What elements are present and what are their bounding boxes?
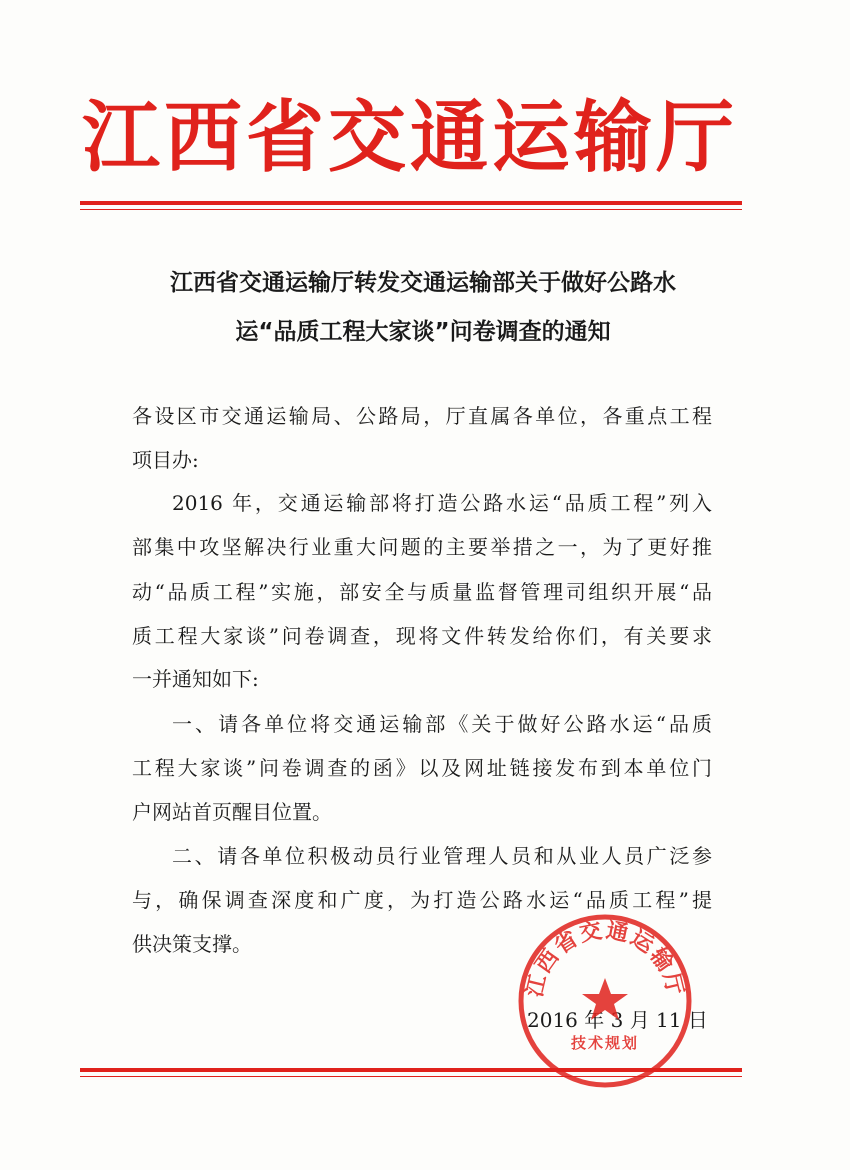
footer-rule-thick xyxy=(80,1068,742,1072)
paragraph-3-line-3: 供决策支撑。 xyxy=(132,932,252,956)
notice-title-line-1: 江西省交通运输厅转发交通运输部关于做好公路水 xyxy=(170,270,676,296)
svg-text:江西省交通运输厅: 江西省交通运输厅 xyxy=(521,917,689,1000)
svg-text:技术规划: 技术规划 xyxy=(570,1034,640,1052)
paragraph-2-line-1: 一、请各单位将交通运输部《关于做好公路水运“品质 xyxy=(172,712,712,736)
paragraph-3-line-2: 与，确保调查深度和广度，为打造公路水运“品质工程”提 xyxy=(132,888,712,912)
notice-title-line-2: 运“品质工程大家谈”问卷调查的通知 xyxy=(235,319,611,345)
paragraph-1-line-5: 一并通知如下: xyxy=(132,667,259,691)
paragraph-2-line-2: 工程大家谈”问卷调查的函》以及网址链接发布到本单位门 xyxy=(132,756,712,780)
footer-rule-thin xyxy=(80,1076,742,1077)
addressee-line-2: 项目办: xyxy=(132,448,199,472)
paragraph-1-line-4: 质工程大家谈”问卷调查，现将文件转发给你们，有关要求 xyxy=(132,624,712,648)
paragraph-2-line-3: 户网站首页醒目位置。 xyxy=(132,800,332,824)
header-rule-thick xyxy=(80,201,742,205)
paragraph-3-line-1: 二、请各单位积极动员行业管理人员和从业人员广泛参 xyxy=(172,844,712,868)
paragraph-1-line-2: 部集中攻坚解决行业重大问题的主要举措之一，为了更好推 xyxy=(132,535,712,559)
official-seal-icon xyxy=(516,912,694,1090)
header-rule-thin xyxy=(80,209,742,210)
paragraph-1-line-3: 动“品质工程”实施，部安全与质量监督管理司组织开展“品 xyxy=(132,580,712,604)
addressee-line-1: 各设区市交通运输局、公路局，厅直属各单位，各重点工程 xyxy=(132,404,712,428)
issue-date: 2016 年 3 月 11 日 xyxy=(527,1008,708,1032)
paragraph-1-line-1: 2016 年，交通运输部将打造公路水运“品质工程”列入 xyxy=(172,491,712,515)
agency-masthead: 江西省交通运输厅 xyxy=(81,92,738,183)
